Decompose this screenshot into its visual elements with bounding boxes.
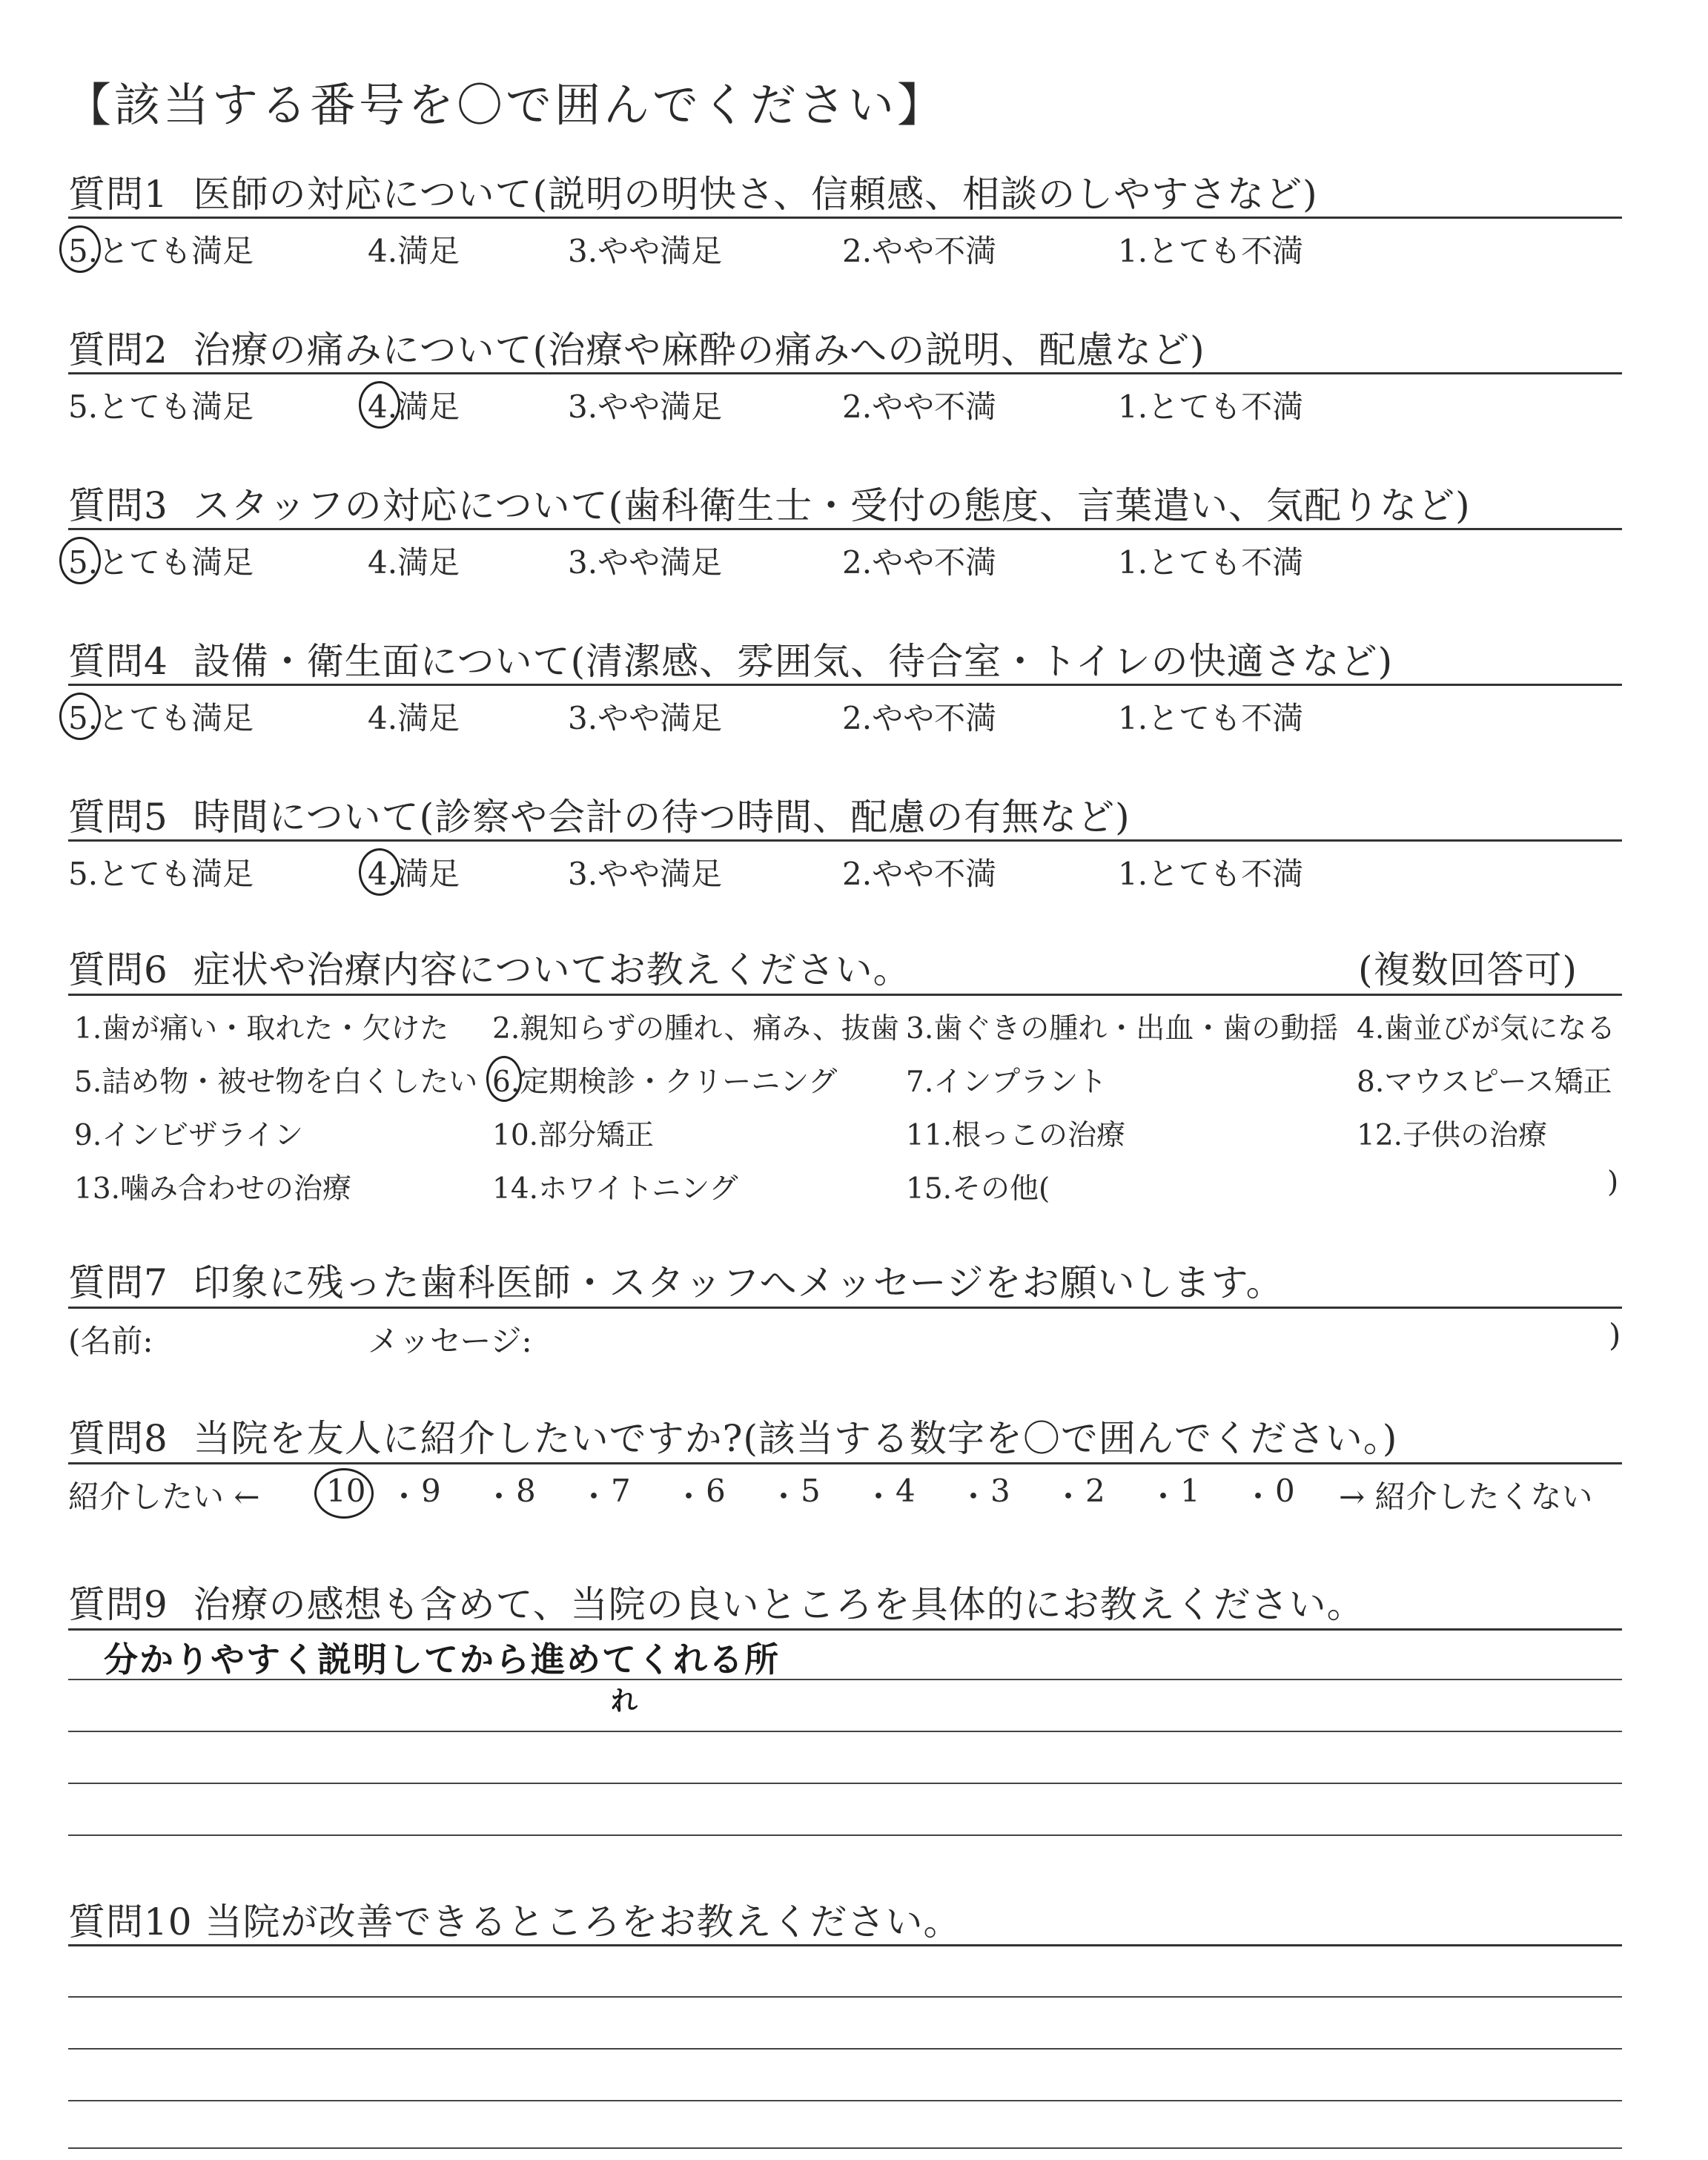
q2-option[interactable]: 5.とても満足: [68, 389, 254, 425]
q8-scale-separator: ・: [1053, 1479, 1085, 1515]
q5-option[interactable]: 4.満足: [368, 856, 460, 892]
q7-name-label[interactable]: (名前:: [68, 1323, 153, 1359]
q8-scale-value[interactable]: 6: [706, 1473, 726, 1509]
q8-scale-separator: ・: [673, 1479, 705, 1515]
q6-option[interactable]: 7.インプラント: [906, 1066, 1108, 1099]
hand-drawn-circle-mark: [59, 693, 101, 740]
q6-option[interactable]: 14.ホワイトニング: [492, 1172, 738, 1206]
q7-close-paren: ): [1609, 1317, 1621, 1353]
q2-option[interactable]: 1.とても不満: [1118, 389, 1304, 425]
hand-drawn-circle-mark: [359, 381, 400, 429]
q6-option[interactable]: 11.根っこの治療: [906, 1119, 1126, 1152]
q8-scale-value[interactable]: 0: [1275, 1473, 1295, 1509]
q10-line-3: [68, 2100, 1622, 2101]
q10-rule: [68, 1944, 1622, 1946]
hand-drawn-circle-mark: [59, 225, 101, 273]
q7-title: 質問7 印象に残った歯科医師・スタッフへメッセージをお願いします。: [68, 1261, 1284, 1304]
q6-option[interactable]: 6.定期検診・クリーニング: [492, 1066, 838, 1099]
q3-option[interactable]: 2.やや不満: [842, 544, 997, 581]
q6-option[interactable]: 13.噛み合わせの治療: [74, 1172, 352, 1206]
q3-title: 質問3 スタッフの対応について(歯科衛生士・受付の態度、言葉遣い、気配りなど): [68, 484, 1471, 527]
q2-rule: [68, 372, 1622, 374]
q8-scale-separator: ・: [483, 1479, 515, 1515]
hand-drawn-circle-mark: [314, 1468, 374, 1519]
q3-option[interactable]: 5.とても満足: [68, 544, 254, 581]
q4-option[interactable]: 1.とても不満: [1118, 700, 1304, 736]
q2-option[interactable]: 3.やや満足: [568, 389, 723, 425]
q4-option[interactable]: 4.満足: [368, 700, 460, 736]
q10-line-4: [68, 2147, 1622, 2149]
q7-message-label[interactable]: メッセージ:: [368, 1323, 532, 1359]
q9-line-1: [68, 1679, 1622, 1680]
q8-scale-value[interactable]: 1: [1180, 1473, 1200, 1509]
q2-title: 質問2 治療の痛みについて(治療や麻酔の痛みへの説明、配慮など): [68, 328, 1205, 371]
q10-title: 質問10 当院が改善できるところをお教えください。: [68, 1900, 961, 1943]
q3-option[interactable]: 1.とても不満: [1118, 544, 1304, 581]
q6-option[interactable]: 5.詰め物・被せ物を白くしたい: [74, 1066, 478, 1099]
q9-line-2: [68, 1731, 1622, 1732]
q9-answer-correction: れ: [611, 1686, 640, 1717]
q5-rule: [68, 839, 1622, 842]
q6-option[interactable]: 12.子供の治療: [1357, 1119, 1548, 1152]
q9-answer[interactable]: 分かりやすく説明してから進めてくれる所: [104, 1639, 780, 1680]
q3-rule: [68, 528, 1622, 530]
q8-scale-separator: ・: [1242, 1479, 1274, 1515]
q8-scale-separator: ・: [958, 1479, 990, 1515]
q6-option[interactable]: 15.その他(: [906, 1172, 1050, 1206]
q6-rule: [68, 994, 1622, 996]
q9-rule: [68, 1628, 1622, 1631]
q8-scale-separator: ・: [388, 1479, 420, 1515]
q8-scale-value[interactable]: 3: [990, 1473, 1010, 1509]
q6-option[interactable]: 9.インビザライン: [74, 1119, 304, 1152]
q6-option[interactable]: 4.歯並びが気になる: [1357, 1012, 1616, 1046]
q5-option[interactable]: 5.とても満足: [68, 856, 254, 892]
q2-option[interactable]: 4.満足: [368, 389, 460, 425]
q4-rule: [68, 684, 1622, 686]
q4-option[interactable]: 3.やや満足: [568, 700, 723, 736]
q1-option[interactable]: 5.とても満足: [68, 233, 254, 269]
hand-drawn-circle-mark: [59, 537, 101, 584]
q5-option[interactable]: 2.やや不満: [842, 856, 997, 892]
q9-line-4: [68, 1834, 1622, 1836]
q1-option[interactable]: 3.やや満足: [568, 233, 723, 269]
q6-other-close-paren: ): [1607, 1166, 1619, 1199]
q4-option[interactable]: 5.とても満足: [68, 700, 254, 736]
q8-left-label: 紹介したい ←: [68, 1479, 260, 1515]
q8-rule: [68, 1462, 1622, 1464]
q8-title: 質問8 当院を友人に紹介したいですか?(該当する数字を〇で囲んでください。): [68, 1417, 1398, 1460]
q1-option[interactable]: 2.やや不満: [842, 233, 997, 269]
q8-scale-separator: ・: [768, 1479, 800, 1515]
q10-line-2: [68, 2048, 1622, 2050]
q9-line-3: [68, 1783, 1622, 1784]
q8-scale-separator: ・: [578, 1479, 610, 1515]
hand-drawn-circle-mark: [359, 848, 400, 896]
q8-scale-value[interactable]: 5: [801, 1473, 821, 1509]
q7-rule: [68, 1307, 1622, 1309]
q1-option[interactable]: 1.とても不満: [1118, 233, 1304, 269]
q4-title: 質問4 設備・衛生面について(清潔感、雰囲気、待合室・トイレの快適さなど): [68, 640, 1394, 683]
q8-scale-value[interactable]: 7: [611, 1473, 631, 1509]
q8-scale-value[interactable]: 4: [896, 1473, 916, 1509]
q8-scale-value[interactable]: 10: [326, 1473, 366, 1509]
q2-option[interactable]: 2.やや不満: [842, 389, 997, 425]
q10-line-1: [68, 1996, 1622, 1998]
q3-option[interactable]: 4.満足: [368, 544, 460, 581]
q1-option[interactable]: 4.満足: [368, 233, 460, 269]
q8-scale-separator: ・: [1148, 1479, 1179, 1515]
q8-scale-separator: ・: [863, 1479, 895, 1515]
q5-option[interactable]: 3.やや満足: [568, 856, 723, 892]
q6-option[interactable]: 8.マウスピース矯正: [1357, 1066, 1612, 1099]
q6-option[interactable]: 1.歯が痛い・取れた・欠けた: [74, 1012, 449, 1046]
q8-right-label: → 紹介したくない: [1339, 1479, 1593, 1515]
q6-title: 質問6 症状や治療内容についてお教えください。: [68, 948, 911, 991]
page-title: 【該当する番号を〇で囲んでください】: [65, 78, 947, 132]
q6-option[interactable]: 10.部分矯正: [492, 1119, 655, 1152]
q5-option[interactable]: 1.とても不満: [1118, 856, 1304, 892]
hand-drawn-circle-mark: [486, 1056, 522, 1102]
q8-scale-value[interactable]: 8: [516, 1473, 536, 1509]
q6-option[interactable]: 2.親知らずの腫れ、痛み、抜歯: [492, 1012, 899, 1046]
q1-title: 質問1 医師の対応について(説明の明快さ、信頼感、相談のしやすさなど): [68, 173, 1318, 216]
q4-option[interactable]: 2.やや不満: [842, 700, 997, 736]
q8-scale-value[interactable]: 2: [1085, 1473, 1105, 1509]
q6-option[interactable]: 3.歯ぐきの腫れ・出血・歯の動揺: [906, 1012, 1339, 1046]
q6-note: (複数回答可): [1358, 948, 1578, 991]
q5-title: 質問5 時間について(診察や会計の待つ時間、配慮の有無など): [68, 796, 1131, 839]
q1-rule: [68, 217, 1622, 219]
q9-title: 質問9 治療の感想も含めて、当院の良いところを具体的にお教えください。: [68, 1583, 1365, 1626]
q8-scale-value[interactable]: 9: [421, 1473, 441, 1509]
q3-option[interactable]: 3.やや満足: [568, 544, 723, 581]
